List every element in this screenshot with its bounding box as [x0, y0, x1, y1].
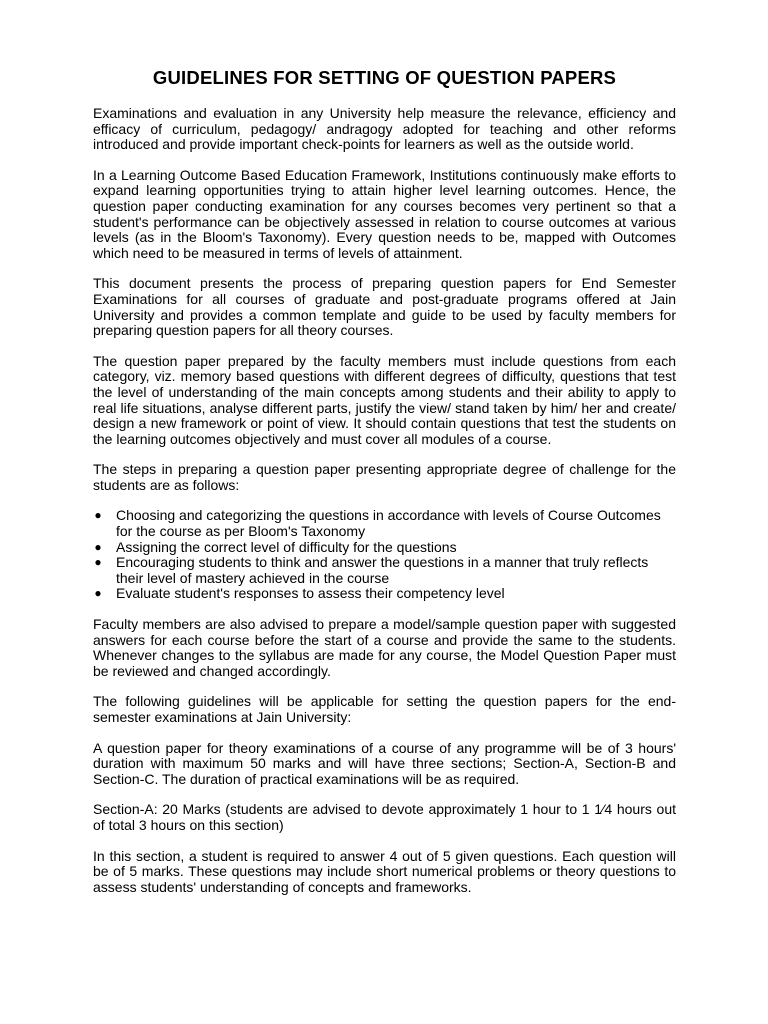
bullet-text: Choosing and categorizing the questions in accordance with levels of Course Outcomes for the course as per Bloom's Taxonomy — [116, 507, 661, 540]
paragraph-after-3: A question paper for theory examinations of a course of any programme will be of 3 hours' duration with maximum 50 marks and will have three sections; Section-A, Section-B and Section-C. The duration of practical examinations will be as required. — [93, 739, 676, 787]
paragraph-intro-3: This document presents the process of preparing question papers for End Semester Examinations for all courses of graduate and post-graduate programs offered at Jain University and provides a common template and guide to be used by faculty members for preparing question papers for all theory courses. — [93, 275, 676, 339]
paragraph-after-4: Section-A: 20 Marks (students are advised to devote approximately 1 hour to 1 1⁄4 hours out of total 3 hours on this section) — [93, 801, 676, 833]
paragraph-after-5: In this section, a student is required to answer 4 out of 5 given questions. Each question will be of 5 marks. These questions may include short numerical problems or theory questions to assess students' understanding of concepts and frameworks. — [93, 847, 676, 895]
bullet-item — [93, 555, 676, 586]
bullet-text: Encouraging students to think and answer the questions in a manner that truly reflects their level of mastery achieved in the course — [116, 554, 649, 586]
paragraph-after-1: Faculty members are also advised to prepare a model/sample question paper with suggested answers for each course before the start of a course and provide the same to the students. Whenever changes to the syllabus are made for any course, the Model Question Paper must be reviewed and changed accordingly. — [93, 616, 676, 679]
bullet-item — [93, 540, 676, 556]
bullet-icon: ● — [94, 539, 102, 554]
bullet-text: Assigning the correct level of difficulty for the questions — [116, 538, 457, 555]
paragraph-after-2: The following guidelines will be applicable for setting the question papers for the end-semester examinations at Jain University: — [93, 693, 676, 725]
document-title: GUIDELINES FOR SETTING OF QUESTION PAPERS — [152, 67, 617, 88]
paragraph-intro-1: Examinations and evaluation in any University help measure the relevance, efficiency and efficacy of curriculum, pedagogy/ andragogy adopted for teaching and other reforms introduced and provide important check-points for learners as well as the outside world. — [93, 105, 676, 153]
bullet-item — [93, 586, 676, 602]
bullet-text: Evaluate student's responses to assess their competency level — [116, 585, 505, 602]
paragraph-intro-4: The question paper prepared by the faculty members must include questions from each category, viz. memory based questions with different degrees of difficulty, questions that test the level of understanding of the main concepts among students and their ability to apply to real life situations, analyse different parts, justify the view/ stand taken by him/ her and create/ design a new framework or point of view. It should contain questions that test the students on the learning outcomes objectively and must cover all modules of a course. — [93, 352, 676, 447]
bullet-icon: ● — [94, 586, 102, 601]
bullet-icon: ● — [94, 508, 102, 523]
steps-bullet-list — [93, 508, 676, 602]
bullet-item — [93, 508, 676, 539]
bullet-icon: ● — [94, 555, 102, 570]
paragraph-intro-5: The steps in preparing a question paper presenting appropriate degree of challenge for the students are as follows: — [93, 461, 676, 493]
paragraph-intro-2: In a Learning Outcome Based Education Framework, Institutions continuously make efforts to expand learning opportunities trying to attain higher level learning outcomes. Hence, the question paper conducting examination for any courses becomes very pertinent so that a student's performance can be objectively assessed in relation to course outcomes at various levels (as in the Bloom's Taxonomy). Every question needs to be, mapped with Outcomes which need to be measured in terms of levels of attainment. — [93, 166, 676, 261]
